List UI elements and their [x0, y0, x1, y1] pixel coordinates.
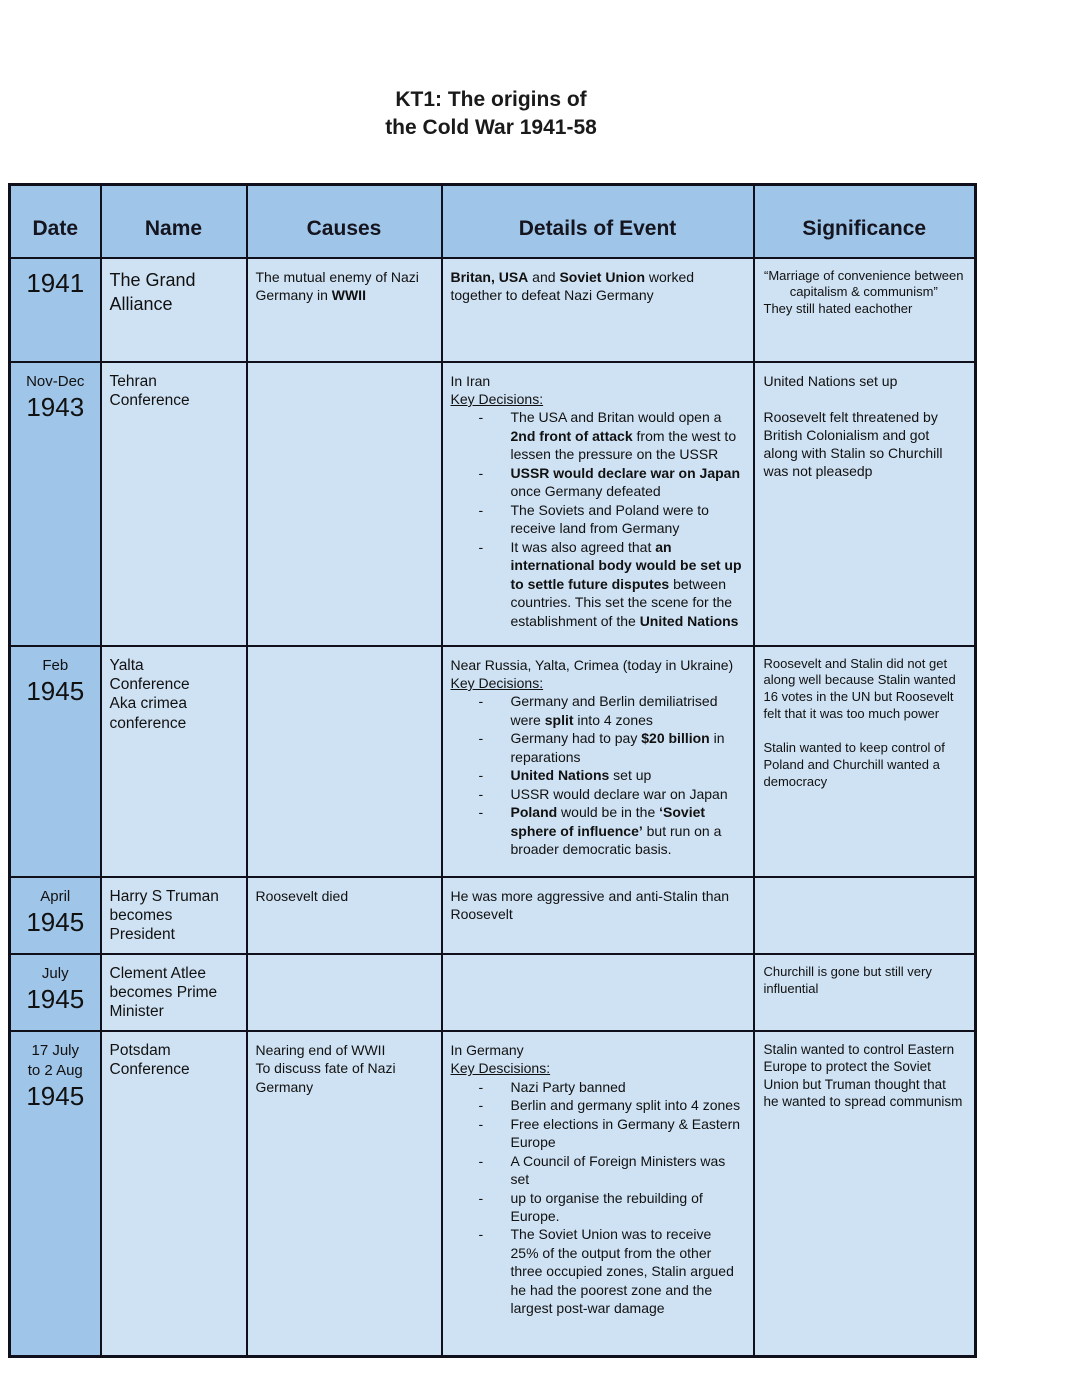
list-item-text [511, 539, 742, 629]
date-cell [10, 362, 101, 646]
list-item [451, 464, 743, 501]
paragraph [451, 268, 743, 305]
list-item [451, 501, 743, 538]
dash-bullet: - [478, 693, 484, 710]
dash-bullet: - [478, 767, 484, 784]
date-cell [10, 954, 101, 1031]
header-significance: Significance [754, 185, 976, 258]
text-run: Potsdam Conference [109, 1041, 190, 1079]
name-cell [101, 258, 247, 362]
list-item-text [511, 1226, 734, 1316]
text-run: Berlin and germany split into 4 zones [510, 1097, 741, 1114]
text-run: Key Descisions: [450, 1060, 551, 1077]
causes-cell [247, 954, 442, 1031]
text-run: Nazi Party banned [510, 1078, 626, 1095]
dash-bullet-list [451, 1078, 743, 1318]
date-text-small: Nov-Dec [26, 372, 85, 390]
list-item-text [511, 693, 718, 727]
dash-bullet: - [478, 409, 484, 426]
text-run: United Nations [510, 767, 610, 784]
list-item-text [511, 409, 737, 462]
list-item-text [511, 1153, 726, 1187]
paragraph [451, 656, 743, 674]
table-body [10, 258, 976, 1357]
list-item-text [511, 502, 709, 536]
list-item [451, 1225, 743, 1317]
text-run: They still hated eachother [763, 301, 913, 317]
text-run: A Council of Foreign Ministers was set [510, 1152, 726, 1188]
dash-bullet-list [451, 408, 743, 630]
causes-cell [247, 646, 442, 877]
text-run: set up [609, 767, 652, 784]
text-run: Churchill is gone but still very influential [763, 963, 932, 996]
text-run: into 4 zones [573, 711, 653, 728]
text-run: but run on a broader democratic basis. [510, 822, 722, 858]
dash-bullet-list [451, 692, 743, 858]
text-run: WWII [331, 286, 366, 303]
list-item [451, 766, 743, 784]
list-item [451, 1152, 743, 1189]
paragraph [256, 268, 431, 305]
significance-cell [754, 1031, 976, 1357]
text-run: The mutual enemy of Nazi Germany in [255, 268, 419, 303]
text-run: an international body would be set up to settle future disputes [510, 538, 742, 592]
dash-bullet: - [478, 1097, 484, 1114]
paragraph [110, 694, 228, 733]
text-run: up to organise the rebuilding of Europe. [510, 1189, 703, 1224]
date-text-year: 1945 [26, 1080, 85, 1111]
list-item-text [511, 786, 728, 802]
text-run: The USA and Britan would open a [510, 409, 722, 426]
paragraph [764, 268, 965, 302]
list-item [451, 538, 743, 630]
text-run: Roosevelt died [255, 887, 349, 904]
text-run: Roosevelt and Stalin did not get along well because Stalin wanted 16 votes in the UN but Roosevelt felt that it was too much power [763, 655, 956, 722]
text-run: He was more aggressive and anti-Stalin than Roosevelt [450, 887, 730, 922]
date-text-year: 1945 [26, 906, 85, 937]
table-header-row [10, 185, 976, 258]
date-text-year: 1941 [26, 267, 85, 298]
text-run: Aka crimea conference [109, 695, 188, 732]
doc-title-line-1: KT1: The origins of [395, 88, 587, 111]
text-run: worked together to defeat Nazi Germany [450, 268, 695, 303]
paragraph [256, 1059, 431, 1096]
dash-bullet: - [478, 730, 484, 747]
dash-bullet: - [478, 538, 484, 555]
header-name: Name [101, 185, 247, 258]
text-run: In Iran [450, 372, 491, 389]
text-run: Near Russia, Yalta, Crimea (today in Ukraine) [450, 656, 734, 673]
text-run: Stalin wanted to control Eastern Europe to protect the Soviet Union but Truman thought that he wanted to spread communism [763, 1041, 963, 1110]
date-text-year: 1945 [26, 983, 85, 1014]
dash-bullet: - [478, 1115, 484, 1132]
dash-bullet: - [478, 804, 484, 821]
cold-war-origins-table [8, 183, 977, 1358]
significance-cell [754, 646, 976, 877]
date-text-small: Feb [42, 656, 69, 674]
details-cell [442, 877, 754, 954]
text-run: In Germany [450, 1041, 524, 1058]
causes-cell [247, 1031, 442, 1357]
text-run: would be in the [557, 804, 660, 821]
paragraph [110, 1041, 228, 1080]
text-run: Clement Atlee becomes Prime Minister [109, 964, 218, 1021]
header-date: Date [10, 185, 101, 258]
list-item [451, 408, 743, 463]
text-run: Harry S Truman becomes President [109, 887, 219, 944]
text-run: United Nations [639, 612, 739, 629]
table-row-tehran-conference [10, 362, 976, 646]
paragraph [764, 408, 965, 481]
list-item-text [511, 1097, 741, 1113]
table-row-atlee-becomes-prime-minister [10, 954, 976, 1031]
dash-bullet: - [478, 1189, 484, 1206]
doc-title-line-2: the Cold War 1941-58 [385, 116, 597, 139]
text-run: The Soviet Union was to receive 25% of the output from the other three occupied zones, Stalin argued he had the poorest zone and the largest post-war damage [510, 1226, 734, 1317]
details-cell [442, 362, 754, 646]
name-cell [101, 362, 247, 646]
text-run: from the west to lessen the pressure on the USSR [510, 427, 737, 463]
list-item [451, 692, 743, 729]
significance-cell [754, 258, 976, 362]
paragraph [764, 723, 965, 740]
text-run: The Soviets and Poland were to receive land from Germany [510, 501, 709, 537]
list-item-text [511, 1190, 703, 1224]
list-item [451, 1078, 743, 1096]
list-item-text [511, 804, 722, 857]
text-run: in reparations [510, 730, 725, 765]
date-cell [10, 646, 101, 877]
paragraph [451, 1059, 743, 1077]
text-run: “Marriage of convenience between capitalism & communism” [764, 267, 964, 300]
table-row-the-grand-alliance [10, 258, 976, 362]
paragraph [451, 887, 743, 924]
dash-bullet: - [478, 1226, 484, 1243]
list-item [451, 785, 743, 803]
text-run: between countries. This set the scene for the establishment of the [510, 575, 733, 629]
paragraph [451, 674, 743, 692]
significance-cell [754, 877, 976, 954]
text-run: and [528, 268, 560, 285]
header-causes: Causes [247, 185, 442, 258]
table-row-potsdam-conference [10, 1031, 976, 1357]
paragraph [451, 1041, 743, 1059]
date-cell [10, 258, 101, 362]
paragraph [451, 372, 743, 390]
significance-cell [754, 362, 976, 646]
text-run: Poland [510, 804, 558, 821]
details-cell [442, 1031, 754, 1357]
paragraph [764, 1041, 965, 1111]
date-text-small: 17 July [31, 1041, 80, 1059]
text-run: Roosevelt felt threatened by British Colonialism and got along with Stalin so Churchill was not pleasedp [763, 408, 943, 480]
date-text-small: to 2 Aug [27, 1061, 83, 1079]
text-run: Germany had to pay [510, 730, 642, 747]
dash-bullet: - [478, 785, 484, 802]
text-run: Yalta Conference [109, 656, 190, 693]
text-run: once Germany defeated [510, 483, 661, 500]
causes-cell [247, 877, 442, 954]
text-run: The Grand Alliance [109, 269, 196, 314]
list-item-text [511, 465, 741, 499]
table-header [10, 185, 976, 258]
details-cell [442, 258, 754, 362]
significance-cell [754, 954, 976, 1031]
causes-cell [247, 362, 442, 646]
list-item [451, 1115, 743, 1152]
list-item [451, 1189, 743, 1226]
text-run: Key Decisions: [450, 390, 544, 407]
dash-bullet: - [478, 1078, 484, 1095]
text-run: ‘Soviet sphere of influence’ [510, 804, 706, 839]
text-run: Soviet Union [559, 268, 645, 285]
text-run: Stalin wanted to keep control of Poland and Churchill wanted a democracy [763, 739, 945, 789]
date-text-year: 1945 [26, 675, 85, 706]
details-cell [442, 954, 754, 1031]
causes-cell [247, 258, 442, 362]
text-run: 2nd front of attack [510, 427, 633, 444]
dash-bullet: - [478, 1152, 484, 1169]
date-cell [10, 877, 101, 954]
paragraph [110, 887, 228, 945]
text-run: Key Decisions: [450, 674, 544, 691]
text-run: USSR would declare war on Japan [510, 785, 728, 802]
text-run: Nearing end of WWII [255, 1041, 386, 1058]
text-run: United Nations set up [763, 372, 898, 389]
doc-title [8, 86, 974, 142]
text-run: USSR would declare war on Japan [510, 464, 741, 481]
name-cell [101, 954, 247, 1031]
text-run: Tehran Conference [109, 372, 190, 409]
list-item [451, 729, 743, 766]
paragraph [256, 1041, 431, 1059]
text-run: $20 billion [641, 730, 710, 747]
paragraph [764, 740, 965, 791]
paragraph [764, 964, 965, 998]
date-text-small: July [41, 964, 69, 982]
list-item-text [511, 1116, 741, 1150]
paragraph [256, 887, 431, 905]
date-cell [10, 1031, 101, 1357]
name-cell [101, 877, 247, 954]
paragraph [110, 268, 228, 317]
paragraph [110, 656, 228, 695]
table-row-truman-becomes-president [10, 877, 976, 954]
list-item-text [511, 730, 725, 764]
name-cell [101, 646, 247, 877]
paragraph [764, 301, 965, 318]
list-item-text [511, 1079, 626, 1095]
text-run: Britan, USA [450, 268, 529, 285]
name-cell [101, 1031, 247, 1357]
paragraph [451, 390, 743, 408]
date-text-year: 1943 [26, 391, 85, 422]
dash-bullet: - [478, 464, 484, 481]
dash-bullet: - [478, 501, 484, 518]
header-details-of-event: Details of Event [442, 185, 754, 258]
text-run: Germany and Berlin demiliatrised were [510, 693, 718, 728]
paragraph [764, 656, 965, 724]
list-item [451, 1096, 743, 1114]
text-run: It was also agreed that [510, 538, 656, 555]
paragraph [110, 964, 228, 1022]
date-text-small: April [40, 887, 71, 905]
paragraph [764, 372, 965, 390]
table-row-yalta-conference [10, 646, 976, 877]
text-run: Free elections in Germany & Eastern Europe [510, 1115, 741, 1151]
paragraph [110, 372, 228, 411]
text-run: To discuss fate of Nazi Germany [255, 1060, 396, 1095]
list-item [451, 803, 743, 858]
text-run: split [544, 711, 574, 728]
paragraph [764, 390, 965, 408]
details-cell [442, 646, 754, 877]
list-item-text [511, 767, 652, 783]
